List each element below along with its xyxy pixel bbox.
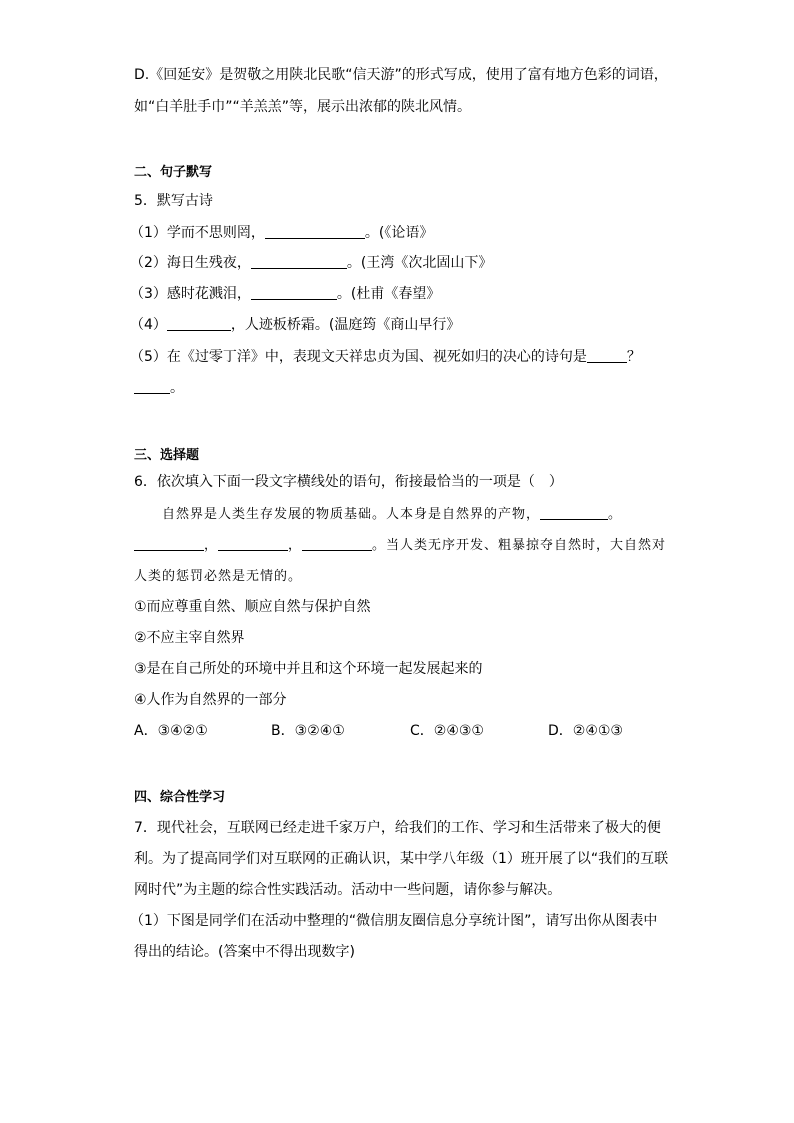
question-7-line-3: 网时代”为主题的综合性实践活动。活动中一些问题，请你参与解决。 [134, 882, 562, 898]
question-7-line-1: 7．现代社会，互联网已经走进千家万户，给我们的工作、学习和生活带来了极大的便 [134, 820, 661, 836]
question-7-sub1-line-1: （1）下图是同学们在活动中整理的“微信朋友圈信息分享统计图”，请写出你从图表中 [130, 913, 658, 929]
choice-c[interactable]: C．②④③① [410, 723, 484, 739]
dictation-item-5-text: （5）在《过零丁洋》中，表现文天祥忠贞为国、视死如归的决心的诗句是 [130, 349, 587, 365]
dictation-item-4 [130, 315, 460, 335]
dictation-item-1-source: 。(《论语》 [364, 225, 434, 241]
statement-3: ③是在自己所处的环境中并且和这个环境一起发展起来的 [134, 661, 483, 677]
dictation-item-5-end: 。 [170, 380, 184, 396]
question-7-line-2: 利。为了提高同学们对互联网的正确认识，某中学八年级（1）班开展了以“我们的互联 [134, 851, 669, 867]
dictation-item-2-text: （2）海日生残夜， [130, 255, 251, 271]
answer-blank[interactable] [251, 285, 337, 300]
passage-blank[interactable] [540, 505, 608, 520]
option-d-line2: 如“白羊肚手巾”“羊羔羔”等，展示出浓郁的陕北风情。 [134, 99, 472, 115]
answer-blank[interactable] [251, 254, 347, 269]
answer-blank[interactable] [587, 348, 627, 363]
question-5-title: 5．默写古诗 [134, 193, 213, 209]
passage-line-2 [134, 536, 666, 556]
choice-a[interactable]: A．③④②① [134, 723, 208, 739]
dictation-item-3-source: 。(杜甫《春望》 [336, 286, 441, 302]
dictation-item-5-cont [134, 378, 184, 398]
passage-text: 自然界是人类生存发展的物质基础。人本身是自然界的产物， [162, 507, 541, 522]
passage-line-3: 人类的惩罚必然是无情的。 [134, 569, 303, 584]
passage-punct: ， [204, 538, 219, 553]
dictation-item-1-text: （1）学而不思则罔， [130, 225, 265, 241]
dictation-item-2 [130, 253, 492, 273]
choice-b[interactable]: B．③②④① [271, 723, 345, 739]
passage-blank[interactable] [218, 536, 288, 551]
question-7-sub1-line-2: 得出的结论。(答案中不得出现数字) [134, 944, 355, 960]
dictation-item-3-text: （3）感时花溅泪， [130, 286, 251, 302]
option-d-line1: D.《回延安》是贺敬之用陕北民歌“信天游”的形式写成，使用了富有地方色彩的词语， [134, 67, 668, 83]
dictation-item-5 [130, 347, 641, 367]
passage-blank[interactable] [134, 536, 204, 551]
answer-blank[interactable] [134, 379, 170, 394]
section-heading-choice: 三、选择题 [134, 448, 200, 463]
dictation-item-1 [130, 223, 433, 243]
section-heading-dictation: 二、句子默写 [134, 165, 213, 180]
passage-line-1 [162, 505, 622, 525]
dictation-item-5-question-mark: ？ [626, 349, 641, 365]
question-6-title: 6．依次填入下面一段文字横线处的语句，衔接最恰当的一项是（ ） [134, 474, 563, 490]
dictation-item-2-source: 。(王湾《次北固山下》 [346, 255, 493, 271]
passage-punct: 。 [608, 507, 623, 522]
passage-punct: ， [288, 538, 303, 553]
answer-blank[interactable] [167, 316, 231, 331]
statement-4: ④人作为自然界的一部分 [134, 692, 287, 708]
statement-1: ①而应尊重自然、顺应自然与保护自然 [134, 599, 371, 615]
passage-blank[interactable] [302, 536, 372, 551]
dictation-item-4-text: （4） [130, 317, 167, 333]
statement-2: ②不应主宰自然界 [134, 630, 245, 646]
dictation-item-3 [130, 284, 440, 304]
answer-blank[interactable] [265, 224, 365, 239]
passage-text: 。当人类无序开发、粗暴掠夺自然时，大自然对 [372, 538, 667, 553]
dictation-item-4-source: ，人迹板桥霜。(温庭筠《商山早行》 [230, 317, 461, 333]
choice-d[interactable]: D．②④①③ [548, 723, 623, 739]
section-heading-comprehensive: 四、综合性学习 [134, 790, 226, 805]
